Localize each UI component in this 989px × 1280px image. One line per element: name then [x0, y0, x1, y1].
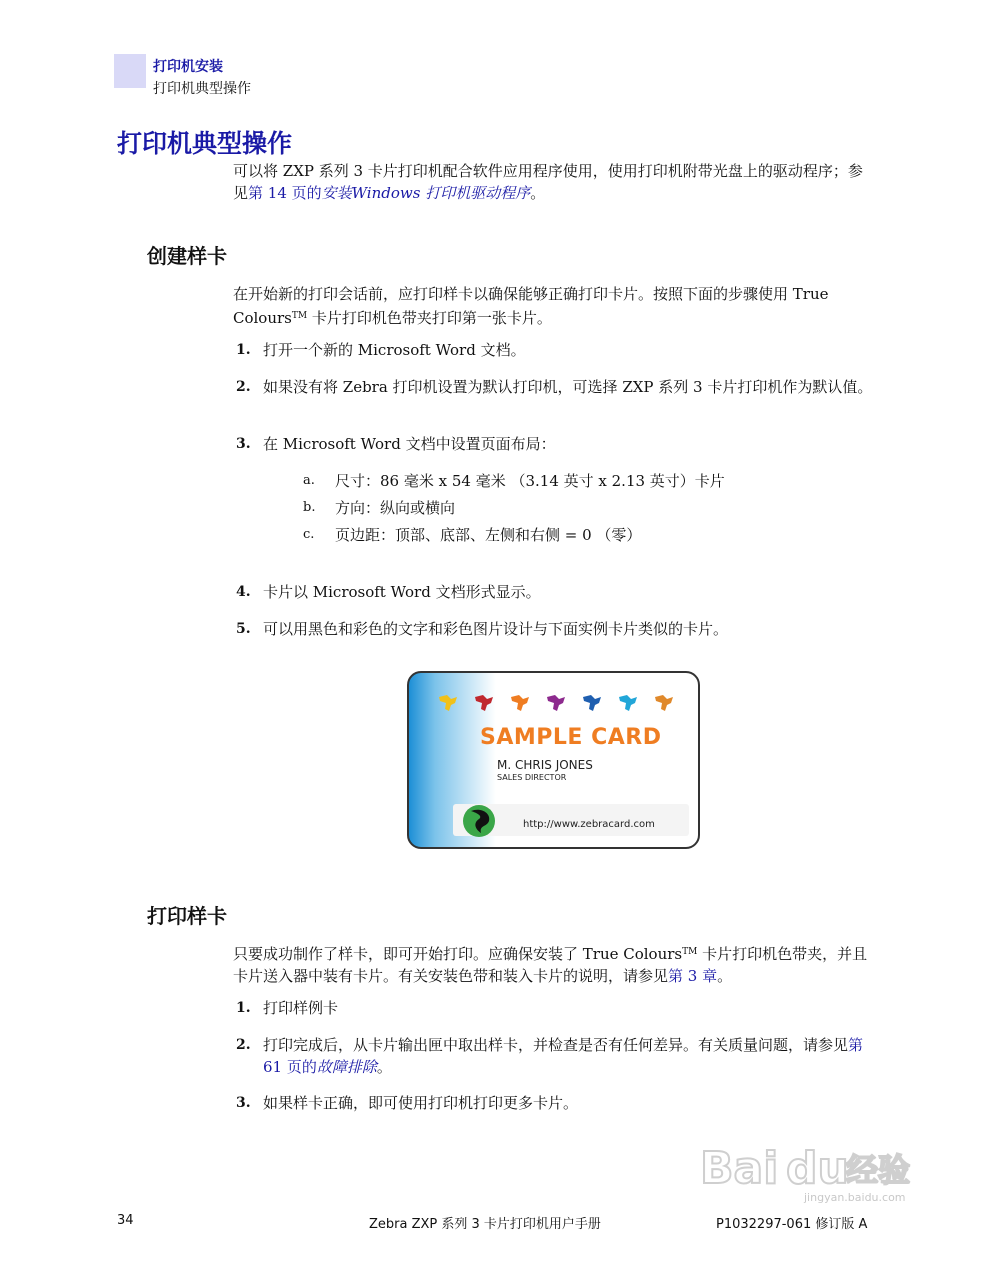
step-text: 卡片以 Microsoft Word 文档形式显示。	[263, 583, 541, 601]
section-heading-print: 打印样卡	[147, 904, 227, 928]
color-bird-icons	[429, 687, 689, 715]
header-subsection: 打印机典型操作	[153, 81, 251, 97]
step-text-part: 打印完成后，从卡片输出匣中取出样卡，并检查是否有任何差异。有关质量问题，请参见	[263, 1036, 849, 1054]
step-number: 2.	[236, 379, 251, 395]
bird-icon	[475, 695, 493, 711]
section1-text: 在开始新的打印会话前，应打印样卡以确保能够正确打印卡片。按照下面的步骤使用 True Colours	[233, 285, 829, 327]
substep-text: 尺寸：86 毫米 x 54 毫米 （3.14 英寸 x 2.13 英寸）卡片	[335, 472, 725, 490]
bird-icon	[511, 695, 529, 711]
substep-text: 方向：纵向或横向	[335, 499, 456, 517]
watermark-url: jingyan.baidu.com	[804, 1191, 906, 1204]
bird-icon	[547, 695, 565, 711]
step-number: 5.	[236, 621, 251, 637]
intro-link-page[interactable]: 第 14 页的	[248, 184, 322, 202]
section-heading-create: 创建样卡	[147, 244, 227, 268]
intro-text: 可以将 ZXP 系列 3 卡片打印机配合软件应用程序使用，使用打印机附带光盘上的驱动程序；参见	[233, 162, 863, 202]
section2-text-end: 。	[717, 967, 733, 985]
page-title: 打印机典型操作	[117, 129, 293, 158]
intro-link[interactable]	[248, 184, 530, 202]
substep-label: a.	[303, 473, 315, 488]
bird-icon	[439, 695, 457, 711]
bird-icon	[655, 695, 673, 711]
substep-text: 页边距：顶部、底部、左侧和右侧 = 0 （零）	[335, 526, 642, 544]
header-marker	[114, 54, 146, 88]
card-name: M. CHRIS JONES	[497, 758, 593, 772]
intro-text-end: 。	[530, 184, 546, 202]
section2-paragraph	[233, 941, 873, 987]
step-number: 1.	[236, 1000, 251, 1016]
section1-paragraph	[233, 283, 873, 329]
step-text	[263, 1034, 873, 1078]
link-title[interactable]: 故障排除	[316, 1058, 377, 1076]
section1-text-2: 卡片打印机色带夹打印第一张卡片。	[307, 309, 552, 327]
step-text: 打印样例卡	[263, 999, 339, 1017]
card-role: SALES DIRECTOR	[497, 773, 567, 782]
step-number: 2.	[236, 1037, 251, 1053]
watermark-cn: 经验	[846, 1151, 911, 1189]
watermark-brand-2: du	[786, 1143, 849, 1194]
step-number: 4.	[236, 584, 251, 600]
step-text: 在 Microsoft Word 文档中设置页面布局：	[263, 435, 556, 453]
step-text-end: 。	[376, 1058, 392, 1076]
section2-text: 只要成功制作了样卡，即可开始打印。应确保安装了 True Colours	[233, 945, 683, 963]
bird-icon	[583, 695, 601, 711]
step-text: 如果样卡正确，即可使用打印机打印更多卡片。	[263, 1094, 579, 1112]
bird-icon	[619, 695, 637, 711]
substep-label: c.	[303, 527, 315, 542]
baidu-watermark	[700, 1135, 920, 1205]
sample-card-image	[407, 671, 700, 849]
trademark: TM	[682, 947, 698, 957]
card-url: http://www.zebracard.com	[523, 819, 655, 830]
card-title: SAMPLE CARD	[480, 725, 662, 750]
link-page[interactable]: 第 61 页的	[263, 1036, 864, 1076]
doc-number: P1032297-061 修订版 A	[716, 1217, 868, 1232]
step-number: 3.	[236, 1095, 251, 1111]
intro-paragraph	[233, 160, 873, 204]
step-text: 打开一个新的 Microsoft Word 文档。	[263, 341, 526, 359]
header-section: 打印机安装	[153, 59, 223, 75]
chapter-link[interactable]: 第 3 章	[668, 967, 718, 985]
section2-text-2: 卡片打印机色带夹，并且卡片送入器中装有卡片。有关安装色带和装入卡片的说明，请参见	[233, 945, 868, 985]
step-number: 3.	[236, 436, 251, 452]
step-number: 1.	[236, 342, 251, 358]
intro-link-title[interactable]: 安装Windows 打印机驱动程序	[321, 184, 531, 202]
watermark-brand: Bai	[700, 1143, 779, 1194]
trademark: TM	[291, 311, 308, 321]
step-text: 可以用黑色和彩色的文字和彩色图片设计与下面实例卡片类似的卡片。	[263, 620, 729, 638]
zebra-logo-icon	[461, 803, 497, 839]
step-text: 如果没有将 Zebra 打印机设置为默认打印机，可选择 ZXP 系列 3 卡片打印机作为默认值。	[263, 378, 873, 396]
manual-title: Zebra ZXP 系列 3 卡片打印机用户手册	[369, 1217, 601, 1232]
page-number: 34	[117, 1213, 134, 1228]
substep-label: b.	[303, 500, 316, 515]
